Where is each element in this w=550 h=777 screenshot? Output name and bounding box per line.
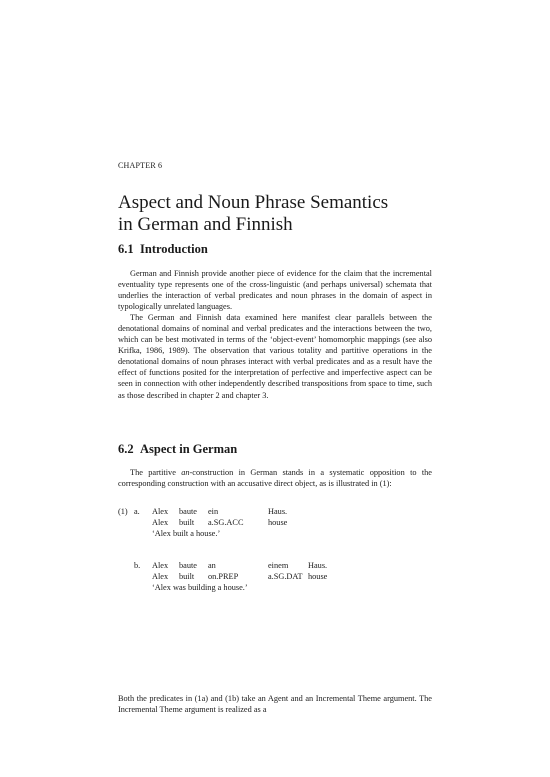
- gloss-word: Alex: [152, 572, 169, 581]
- example-letter: a.: [134, 507, 140, 516]
- section-title: Introduction: [140, 242, 208, 256]
- chapter-title-line-2: in German and Finnish: [118, 214, 293, 235]
- paragraph-text: -construction in German stands in a systematic opposition to the corresponding construction with an accusative direct object, as is illustrated in (1):: [118, 468, 432, 489]
- gloss-word: Alex: [152, 518, 169, 527]
- section-heading-aspect-in-german: [118, 442, 237, 457]
- example-translation: ‘Alex was building a house.’: [152, 583, 248, 592]
- gloss-word: house: [308, 572, 328, 581]
- paragraph-text: The partitive: [130, 468, 182, 477]
- chapter-label: CHAPTER 6: [118, 161, 163, 170]
- introduction-body: [118, 268, 432, 401]
- example-translation: ‘Alex built a house.’: [152, 529, 221, 538]
- paragraph: [118, 467, 432, 489]
- example-word: Alex: [152, 507, 169, 516]
- chapter-title-line-1: Aspect and Noun Phrase Semantics: [118, 192, 389, 213]
- paragraph: German and Finnish provide another piece of evidence for the claim that the incremental eventuality type represents one of the cross-linguistic (and perhaps universal) schemata that underlies the interaction of verbal predicates and noun phrases in the domain of aspect in typologically unrelated languages.: [118, 269, 432, 312]
- section-number: 6.2: [118, 442, 134, 456]
- example-word: baute: [179, 561, 197, 570]
- aspect-in-german-intro: [118, 467, 432, 489]
- emphasized-word: an: [181, 468, 190, 477]
- example-word: Haus.: [268, 507, 288, 516]
- example-word: Haus.: [308, 561, 328, 570]
- aspect-in-german-continuation: [118, 693, 432, 715]
- example-word: ein: [208, 507, 219, 516]
- example-word: baute: [179, 507, 197, 516]
- example-word: an: [208, 561, 216, 570]
- example-word: einem: [268, 561, 289, 570]
- gloss-word: a.SG.ACC: [208, 518, 244, 527]
- gloss-word: on.PREP: [208, 572, 239, 581]
- example-letter: b.: [134, 561, 141, 570]
- gloss-word: house: [268, 518, 288, 527]
- chapter-title: [118, 192, 438, 236]
- example-word: Alex: [152, 561, 169, 570]
- gloss-word: a.SG.DAT: [268, 572, 303, 581]
- gloss-word: built: [179, 572, 195, 581]
- gloss-word: built: [179, 518, 195, 527]
- paragraph: Both the predicates in (1a) and (1b) take an Agent and an Incremental Theme argument. The Incremental Theme argument is realized as a: [118, 694, 432, 715]
- section-number: 6.1: [118, 242, 134, 256]
- example-number: (1): [118, 507, 128, 516]
- section-title: Aspect in German: [140, 442, 238, 456]
- section-heading-introduction: [118, 242, 208, 257]
- paragraph: The German and Finnish data examined here manifest clear parallels between the denotational domains of nominal and verbal predicates and the interactions between the two, which can be best motivated in terms of the ‘object-event’ homomorphic mappings (see also Krifka, 1986, 1989). The observation that various totality and partitive operations in the denotational domains of noun phrases interact with verbal predicates and as a result have the effect of functions posited for the interpretation of perfective and imperfective aspect can be seen in connection with other independently described transpositions from space to time, such as those described in chapter 2 and chapter 3.: [118, 313, 432, 400]
